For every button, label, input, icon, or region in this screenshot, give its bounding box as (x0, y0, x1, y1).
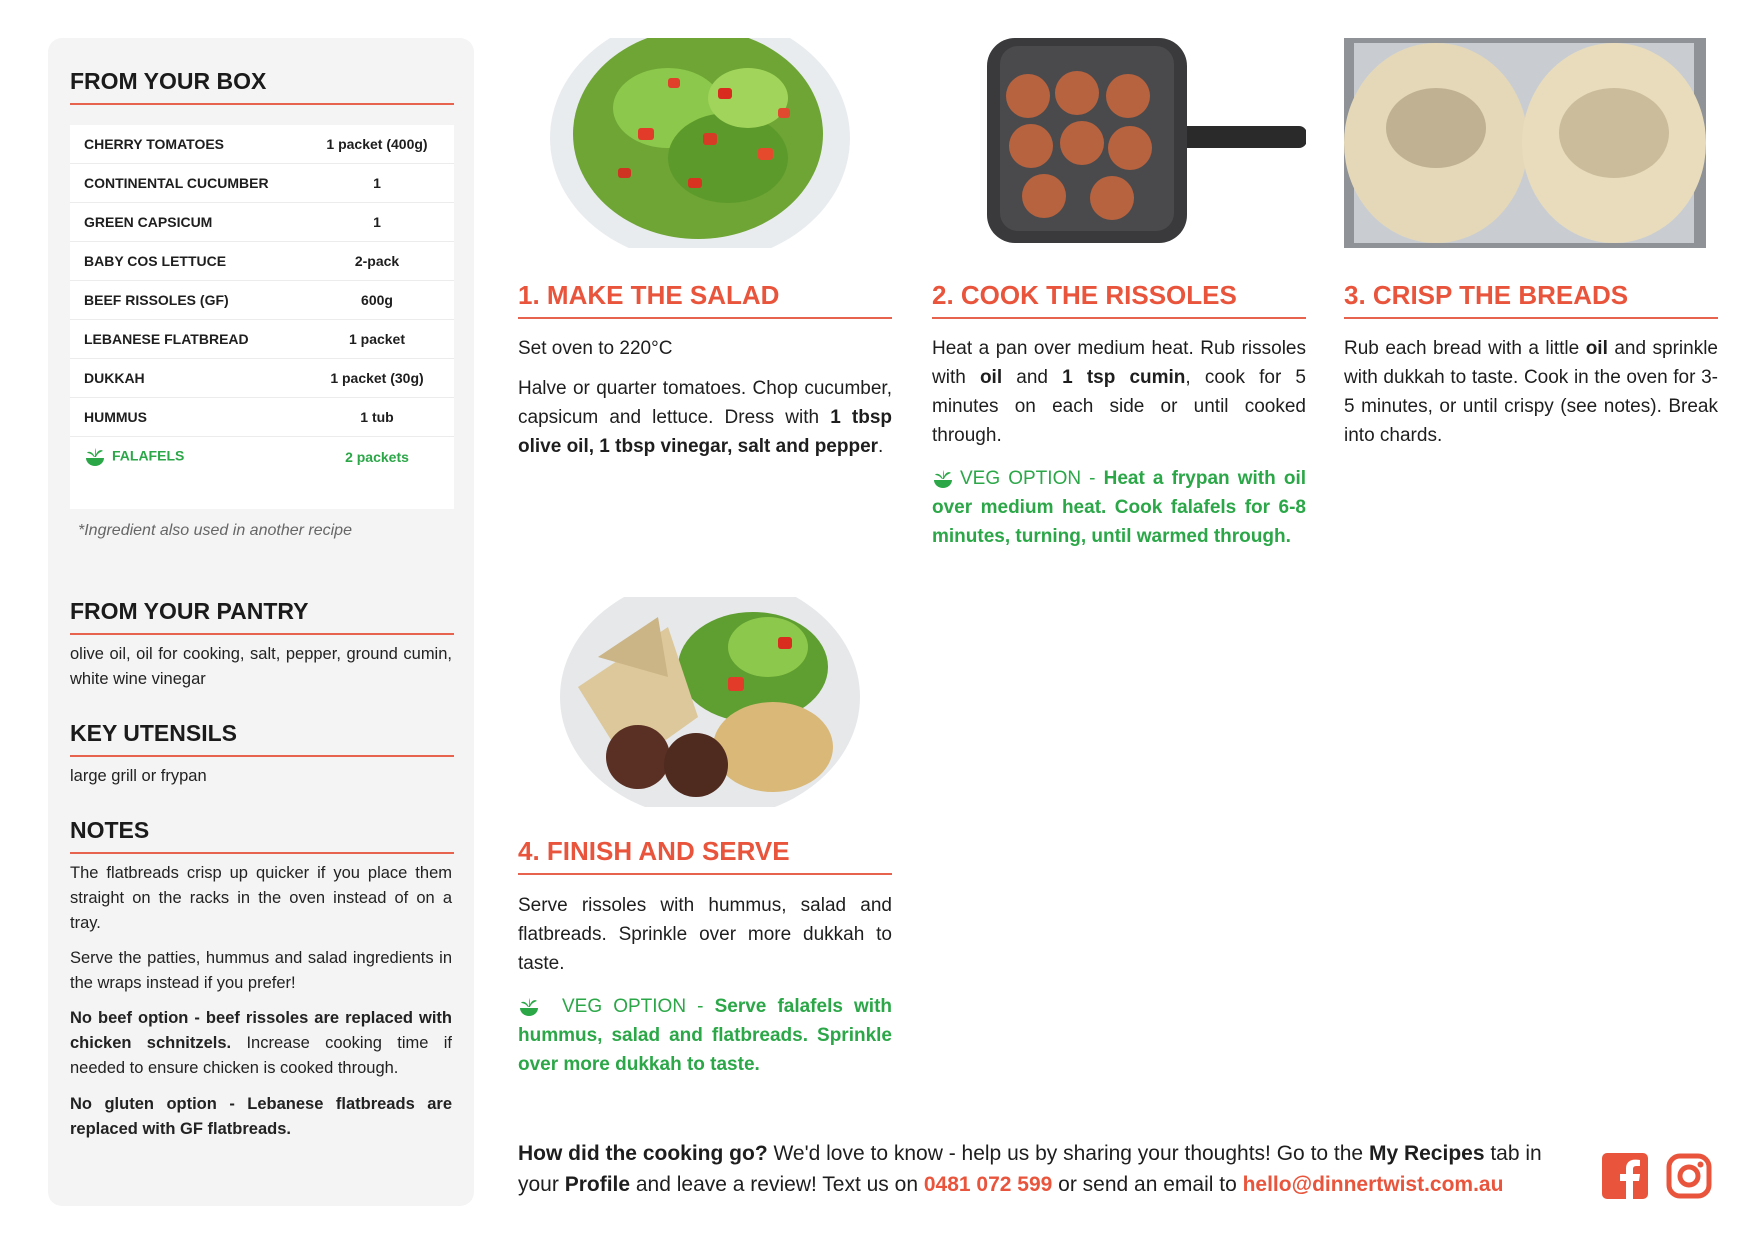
step-3-text-bold: oil (1585, 338, 1608, 359)
flatbreads-photo (1344, 38, 1706, 248)
pantry-text: olive oil, oil for cooking, salt, pepper, ground cumin, white wine vinegar (70, 645, 452, 688)
phone-link[interactable]: 0481 072 599 (923, 1173, 1053, 1196)
rissoles-photo (932, 38, 1306, 248)
feedback-text-2: tab in your (518, 1142, 1542, 1196)
note-3-rest: Increase cooking time if needed to ensure chicken is cooked through. (70, 1034, 452, 1077)
step-1-oven: Set oven to 220°C (518, 338, 673, 359)
step-3-text (1344, 334, 1718, 450)
veg-bowl-icon (518, 997, 540, 1017)
ingredient-name: CONTINENTAL CUCUMBER (84, 175, 269, 191)
final-dish-photo (518, 597, 892, 807)
from-your-pantry-title: FROM YOUR PANTRY (70, 598, 454, 635)
table-row (70, 164, 454, 203)
table-row (70, 203, 454, 242)
note-3 (70, 1006, 452, 1081)
note-3-bold: No beef option - beef rissoles are replaced with chicken schnitzels. (70, 1009, 452, 1052)
table-row (70, 320, 454, 359)
feedback-text-1: We'd love to know - help us by sharing your thoughts! Go to the (767, 1142, 1369, 1165)
ingredient-qty: 1 packet (400g) (326, 136, 428, 152)
from-your-box-title: FROM YOUR BOX (70, 68, 454, 105)
salad-image (518, 38, 892, 248)
table-row (70, 125, 454, 164)
sidebar-panel (48, 38, 474, 1206)
step-2-title: 2. COOK THE RISSOLES (932, 280, 1306, 319)
note-1: The flatbreads crisp up quicker if you place them straight on the racks in the oven instead of on a tray. (70, 864, 452, 932)
ingredient-name: DUKKAH (84, 370, 145, 386)
step-2-text-bold-2: 1 tsp cumin (1062, 367, 1186, 388)
rissoles-image (932, 38, 1306, 248)
note-2: Serve the patties, hummus and salad ingredients in the wraps instead if you prefer! (70, 949, 452, 992)
ingredient-name: GREEN CAPSICUM (84, 214, 213, 230)
step-2-text-bold-1: oil (979, 367, 1003, 388)
ingredient-name: CHERRY TOMATOES (84, 136, 225, 152)
ingredient-qty: 1 (373, 175, 381, 191)
table-row-veg (70, 437, 454, 477)
note-4-bold: No gluten option - Lebanese flatbreads are replaced with GF flatbreads. (70, 1095, 452, 1138)
veg-option-text: Heat a frypan with oil over medium heat. Cook falafels for 6-8 minutes, turning, until warmed through. (932, 468, 1306, 547)
step-2-text-a: Heat a pan over medium heat. Rub rissoles with (932, 338, 1306, 388)
veg-option-label: VEG OPTION - (562, 996, 715, 1017)
ingredient-qty: 1 packet (30g) (330, 370, 424, 386)
salad-photo (518, 38, 892, 248)
ingredient-name: BABY COS LETTUCE (84, 253, 227, 269)
step-1-text (518, 374, 892, 461)
profile-label: Profile (564, 1173, 631, 1196)
step-3-text-c: and sprinkle with dukkah to taste. Cook in the oven for 3-5 minutes, or until crispy (see notes). Break into chards. (1344, 338, 1718, 446)
step-2-text-e: , cook for 5 minutes on each side or until cooked through. (932, 367, 1307, 446)
veg-bowl-icon (84, 447, 106, 467)
flatbreads-image (1344, 38, 1706, 248)
my-recipes-label: My Recipes (1368, 1142, 1485, 1165)
ingredient-qty: 2 packets (345, 449, 409, 465)
ingredient-qty: 600g (361, 292, 393, 308)
feedback-question: How did the cooking go? (518, 1142, 768, 1165)
facebook-icon[interactable] (1602, 1153, 1648, 1199)
step-3-title: 3. CRISP THE BREADS (1344, 280, 1718, 319)
step-4-veg-option (518, 992, 892, 1079)
feedback-text-3: and leave a review! Text us on (630, 1173, 924, 1196)
notes-title: NOTES (70, 817, 454, 854)
instagram-icon[interactable] (1666, 1153, 1712, 1199)
footnote: *Ingredient also used in another recipe (78, 522, 352, 539)
ingredient-name: LEBANESE FLATBREAD (84, 331, 249, 347)
email-link[interactable]: hello@dinnertwist.com.au (1242, 1173, 1504, 1196)
veg-option-text: Serve falafels with hummus, salad and flatbreads. Sprinkle over more dukkah to taste. (518, 996, 893, 1075)
ingredient-qty: 1 tub (360, 409, 394, 425)
ingredient-qty: 1 packet (348, 331, 406, 347)
step-2-veg-option (932, 464, 1306, 551)
note-4 (70, 1092, 452, 1142)
step-4-title: 4. FINISH AND SERVE (518, 836, 892, 875)
table-row (70, 398, 454, 437)
step-1-text-c: . (878, 436, 884, 457)
step-1-text-bold: 1 tbsp olive oil, 1 tbsp vinegar, salt and pepper (518, 407, 892, 457)
ingredient-table (70, 125, 454, 509)
step-2-text-c: and (1002, 367, 1063, 388)
step-1-title: 1. MAKE THE SALAD (518, 280, 892, 319)
final-dish-image (518, 597, 892, 807)
veg-bowl-icon (932, 469, 954, 489)
feedback-text (518, 1138, 1588, 1200)
step-1-text-a: Halve or quarter tomatoes. Chop cucumber, capsicum and lettuce. Dress with (518, 378, 892, 428)
ingredient-name: HUMMUS (84, 409, 147, 425)
table-row (70, 359, 454, 398)
utensils-text: large grill or frypan (70, 767, 207, 785)
table-row (70, 242, 454, 281)
ingredient-qty: 1 (373, 214, 381, 230)
ingredient-name: BEEF RISSOLES (GF) (84, 292, 229, 308)
step-2-text (932, 334, 1306, 450)
step-3-text-a: Rub each bread with a little (1344, 338, 1586, 359)
veg-option-label: VEG OPTION - (960, 468, 1104, 489)
key-utensils-title: KEY UTENSILS (70, 720, 454, 757)
table-row (70, 281, 454, 320)
feedback-text-4: or send an email to (1052, 1173, 1243, 1196)
step-4-text: Serve rissoles with hummus, salad and flatbreads. Sprinkle over more dukkah to taste. (518, 895, 892, 974)
ingredient-name: FALAFELS (112, 447, 185, 464)
ingredient-qty: 2-pack (354, 253, 400, 269)
